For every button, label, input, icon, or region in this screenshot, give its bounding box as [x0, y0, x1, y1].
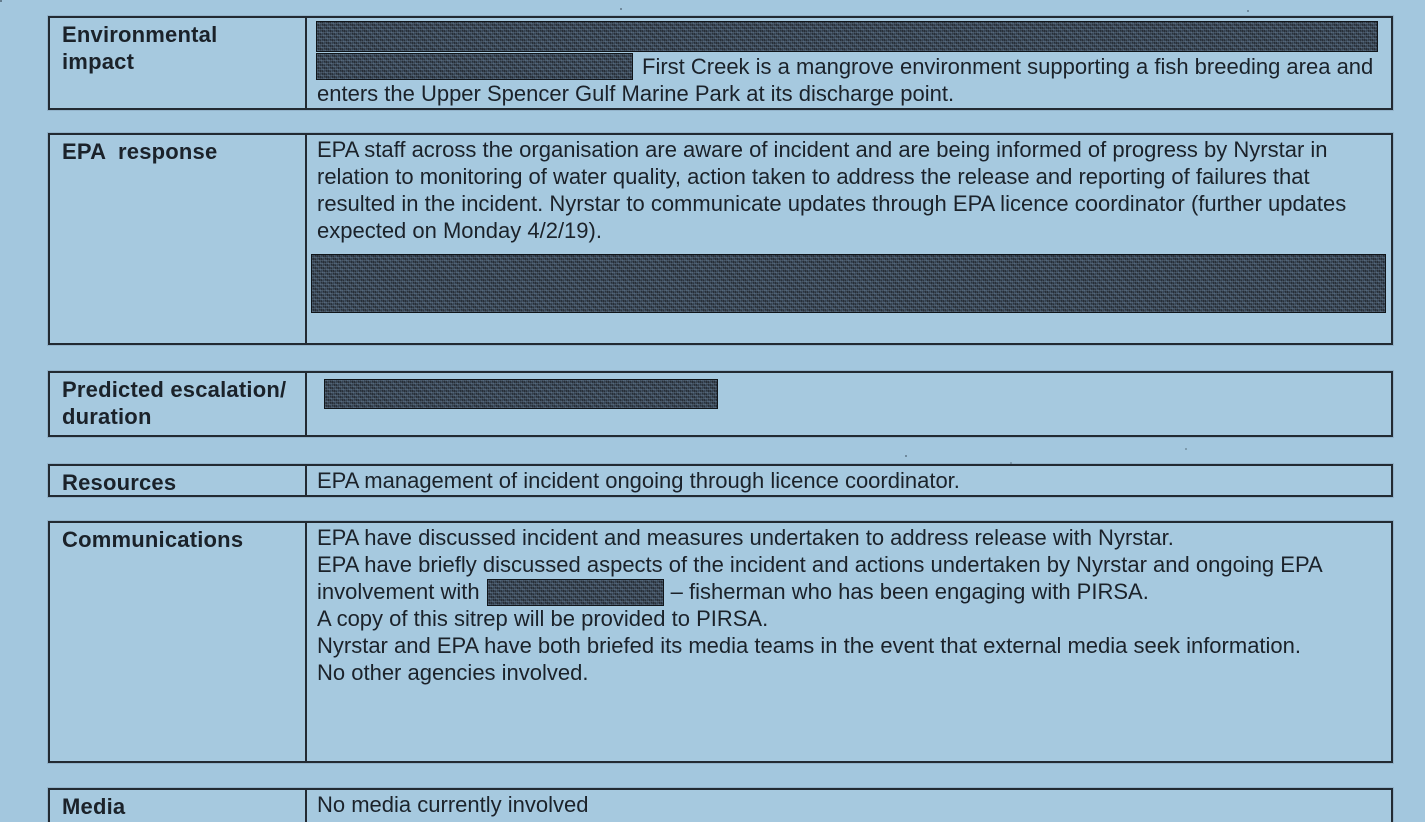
redaction-bar — [317, 54, 632, 79]
table-row-environmental-impact — [48, 16, 1393, 110]
row-content-predicted-escalation — [307, 373, 1391, 435]
row-label-environmental-impact: Environmental impact — [50, 18, 307, 108]
row-content-media — [307, 790, 1391, 822]
table-row-communications — [48, 521, 1393, 763]
table-row-resources — [48, 464, 1393, 497]
row-content-epa-response — [307, 135, 1391, 343]
communications-para-2 — [317, 551, 1381, 605]
environmental-impact-text — [317, 53, 1381, 107]
environmental-impact-sentence: First Creek is a mangrove environment supporting a fish breeding area and enters the Upper Spencer Gulf Marine Park at its discharge point. — [317, 54, 1374, 106]
row-content-environmental-impact — [307, 18, 1391, 108]
row-content-communications — [307, 523, 1391, 761]
communications-para-2-before: EPA have briefly discussed aspects of the incident and actions undertaken by Nyrstar and ongoing EPA involvement with — [317, 552, 1322, 604]
row-label-media: Media — [50, 790, 307, 822]
row-label-communications: Communications — [50, 523, 307, 761]
row-label-predicted-escalation: Predicted escalation/ duration — [50, 373, 307, 435]
resources-text: EPA management of incident ongoing through licence coordinator. — [317, 468, 960, 493]
table-row-predicted-escalation — [48, 371, 1393, 437]
communications-para-5: No other agencies involved. — [317, 660, 589, 685]
table-row-epa-response — [48, 133, 1393, 345]
communications-para-1: EPA have discussed incident and measures undertaken to address release with Nyrstar. — [317, 525, 1174, 550]
media-text: No media currently involved — [317, 792, 589, 817]
epa-response-text: EPA staff across the organisation are aware of incident and are being informed of progress by Nyrstar in relation to monitoring of water quality, action taken to address the release and reporting of failures that resulted in the incident. Nyrstar to communicate updates through EPA licence coordinator (further updates expected on Monday 4/2/19). — [317, 137, 1347, 243]
row-content-resources — [307, 466, 1391, 495]
row-label-resources: Resources — [50, 466, 307, 495]
communications-para-4: Nyrstar and EPA have both briefed its media teams in the event that external media seek information. — [317, 633, 1302, 658]
redaction-bar — [488, 580, 663, 605]
communications-para-3: A copy of this sitrep will be provided to PIRSA. — [317, 606, 769, 631]
redaction-bar — [317, 22, 1377, 51]
communications-para-2-after: – fisherman who has been engaging with PIRSA. — [670, 579, 1149, 604]
scan-noise-specks — [0, 0, 2, 2]
redaction-block — [312, 255, 1385, 312]
table-row-media — [48, 788, 1393, 822]
redaction-bar — [325, 380, 717, 408]
row-label-epa-response: EPA response — [50, 135, 307, 343]
